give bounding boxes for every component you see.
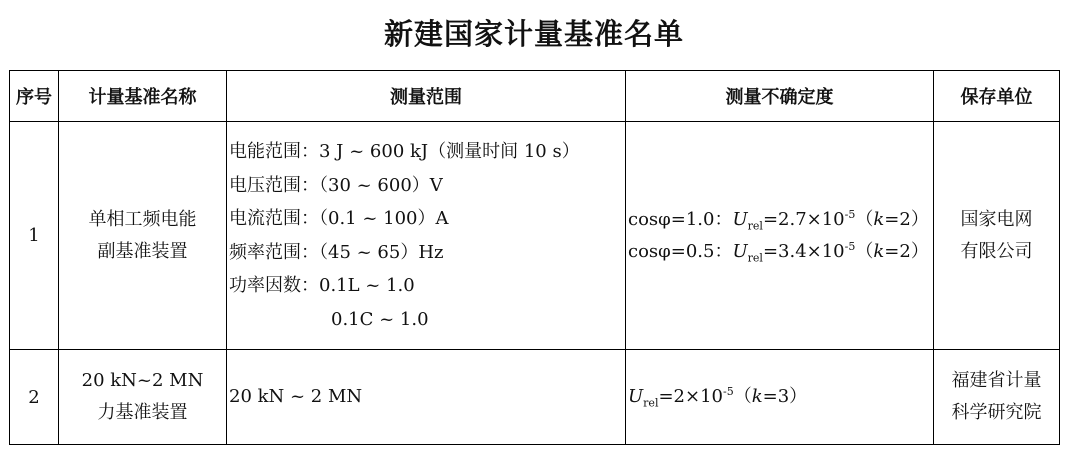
- row-1-range-power-factor: 功率因数：0.1L ~ 1.0: [229, 275, 415, 296]
- table-row: [10, 122, 1060, 350]
- row-1-range-voltage: 电压范围：（30 ~ 600）V: [229, 174, 443, 196]
- coverage-symbol: k: [751, 386, 763, 407]
- coverage-value: =2）: [884, 240, 929, 262]
- row-1-name-line-2: 副基准装置: [97, 240, 188, 262]
- table-header-row: [10, 71, 1060, 122]
- uncertainty-prefix: cosφ=0.5：: [628, 240, 733, 262]
- coverage-value: =3）: [762, 386, 808, 407]
- standards-table: [9, 70, 1060, 445]
- uncertainty-exponent: -5: [723, 385, 734, 398]
- row-2-name-line-2: 力基准装置: [97, 402, 188, 423]
- header-range: 测量范围: [227, 71, 626, 122]
- row-1-unit: [934, 122, 1060, 350]
- uncertainty-prefix: cosφ=1.0：: [628, 208, 733, 230]
- uncertainty-symbol: U: [732, 240, 748, 262]
- uncertainty-value: =3.4×10: [762, 240, 845, 262]
- row-1-uncertainty-line-1: [626, 204, 933, 236]
- header-seq: 序号: [10, 71, 59, 122]
- row-1-uncertainty: [626, 122, 934, 350]
- coverage-symbol: k: [873, 240, 885, 262]
- row-1-name: [59, 122, 227, 350]
- uncertainty-symbol: U: [732, 208, 748, 230]
- row-2-unit-line-2: 科学研究院: [951, 402, 1042, 423]
- row-1-uncertainty-line-2: [626, 236, 933, 268]
- uncertainty-subscript: rel: [747, 219, 763, 233]
- row-2-name-line-1: 20 kN~2 MN: [81, 370, 204, 391]
- uncertainty-subscript: rel: [747, 251, 763, 265]
- row-1-range: [227, 122, 626, 350]
- row-2-unit: [934, 350, 1060, 445]
- row-2-range-force: 20 kN ~ 2 MN: [229, 386, 363, 408]
- coverage-open: （: [855, 240, 874, 262]
- table-row: [10, 350, 1060, 445]
- row-2-uncertainty: [626, 350, 934, 445]
- uncertainty-subscript: rel: [643, 396, 659, 410]
- header-unit: 保存单位: [934, 71, 1060, 122]
- row-1-range-frequency: 频率范围：（45 ~ 65）Hz: [229, 241, 444, 263]
- row-2-seq: 2: [10, 350, 59, 445]
- uncertainty-exponent: -5: [844, 239, 856, 253]
- row-1-unit-line-2: 有限公司: [960, 240, 1033, 262]
- row-1-range-energy: 电能范围：3 J ~ 600 kJ（测量时间 10 s）: [229, 141, 580, 162]
- row-1-unit-line-1: 国家电网: [960, 208, 1033, 230]
- coverage-value: =2）: [884, 208, 929, 230]
- document-title: 新建国家计量基准名单: [383, 17, 684, 51]
- uncertainty-symbol: U: [628, 386, 644, 407]
- row-2-name: [59, 350, 227, 445]
- row-2-range: [227, 350, 626, 445]
- row-1-seq: 1: [10, 122, 59, 350]
- coverage-open: （: [855, 208, 874, 230]
- header-name: 计量基准名称: [59, 71, 227, 122]
- row-1-range-power-factor-capacitive: 0.1C ~ 1.0: [331, 308, 429, 330]
- row-1-range-current: 电流范围：（0.1 ~ 100）A: [229, 208, 449, 229]
- row-2-unit-line-1: 福建省计量: [951, 370, 1042, 391]
- row-1-name-line-1: 单相工频电能: [88, 208, 197, 230]
- header-uncertainty: 测量不确定度: [626, 71, 934, 122]
- uncertainty-value: =2×10: [658, 386, 723, 407]
- uncertainty-exponent: -5: [844, 207, 856, 221]
- coverage-open: （: [733, 386, 752, 407]
- coverage-symbol: k: [873, 208, 885, 230]
- uncertainty-value: =2.7×10: [762, 208, 845, 230]
- row-2-uncertainty-line-1: [626, 381, 933, 413]
